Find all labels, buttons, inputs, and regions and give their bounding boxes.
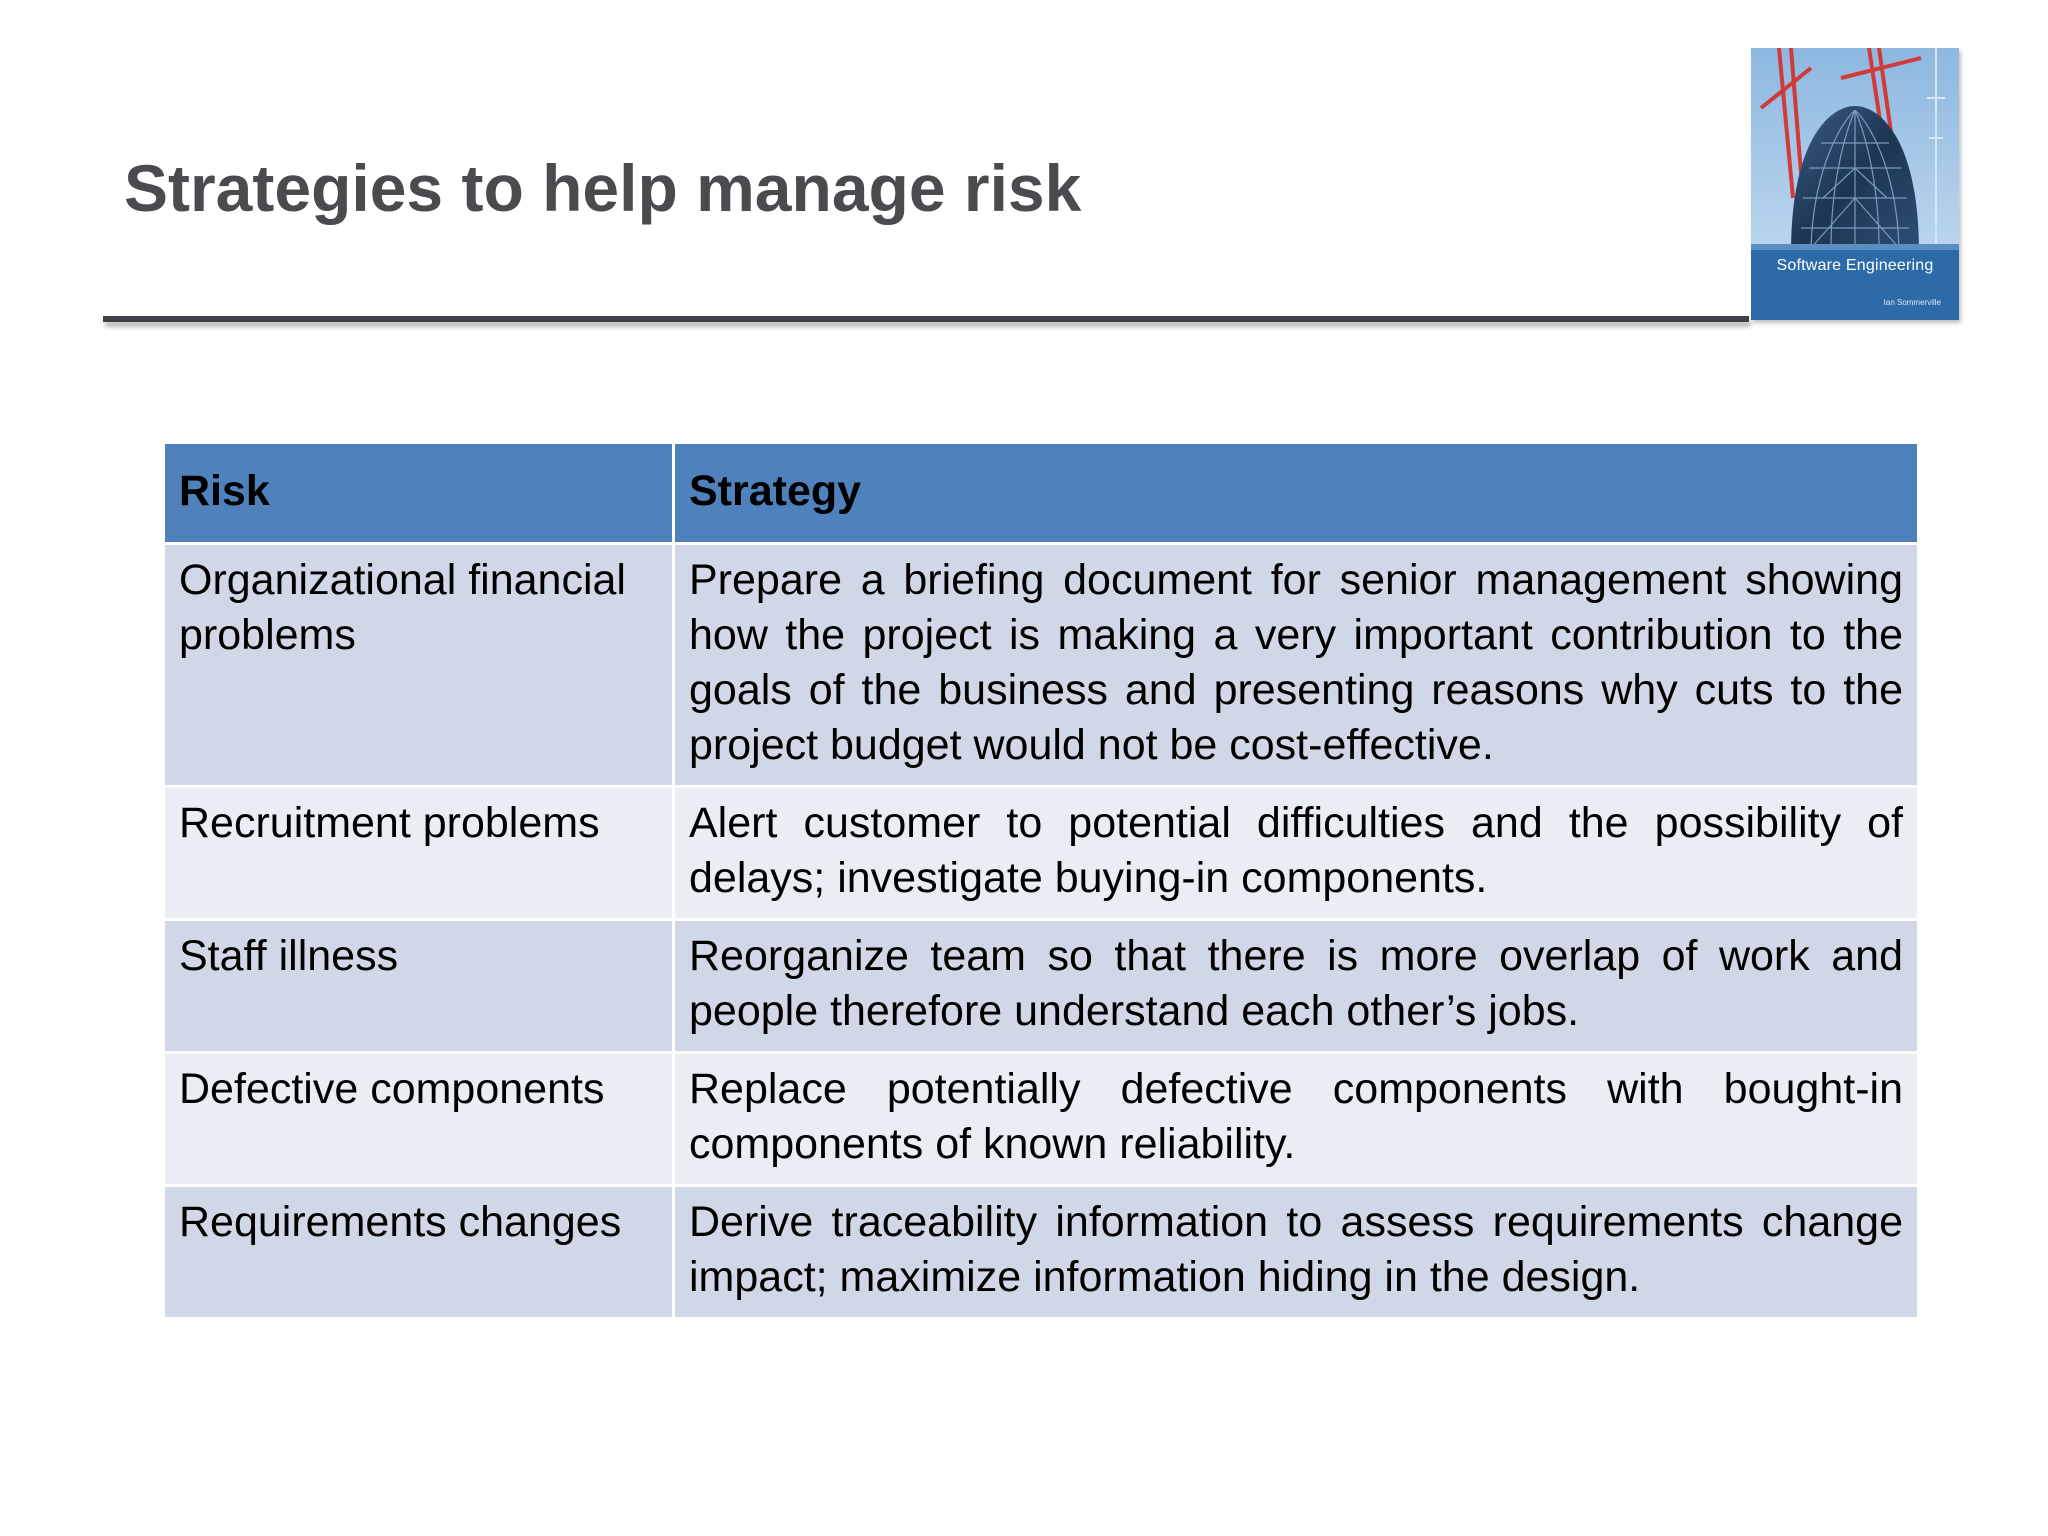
cover-author: Ian Sommerville [1883,298,1941,307]
risk-cell: Requirements changes [164,1186,674,1319]
table-row [164,787,1919,920]
risk-cell: Recruitment problems [164,787,674,920]
risk-strategy-table [162,441,1920,1320]
risk-cell: Organizational financial problems [164,544,674,787]
book-cover-image [1751,48,1959,320]
table-row [164,1186,1919,1319]
table-row [164,920,1919,1053]
risk-cell: Defective components [164,1053,674,1186]
table-row [164,544,1919,787]
table-row [164,1053,1919,1186]
strategy-cell: Prepare a briefing document for senior management showing how the project is making a very important contribution to the goals of the business and presenting reasons why cuts to the project budget would not be cost-effective. [674,544,1919,787]
header-risk: Risk [164,443,674,544]
header-strategy: Strategy [674,443,1919,544]
strategy-cell: Alert customer to potential difficulties and the possibility of delays; investigate buying-in components. [674,787,1919,920]
title-divider [103,316,1749,322]
cover-band [1751,244,1959,320]
table-header-row [164,443,1919,544]
strategy-cell: Replace potentially defective components with bought-in components of known reliability. [674,1053,1919,1186]
slide-title: Strategies to help manage risk [124,151,1082,225]
risk-cell: Staff illness [164,920,674,1053]
cover-title: Software Engineering [1776,257,1934,274]
strategy-cell: Derive traceability information to assess requirements change impact; maximize information hiding in the design. [674,1186,1919,1319]
strategy-cell: Reorganize team so that there is more overlap of work and people therefore understand each other’s jobs. [674,920,1919,1053]
cover-illustration [1751,48,1959,320]
